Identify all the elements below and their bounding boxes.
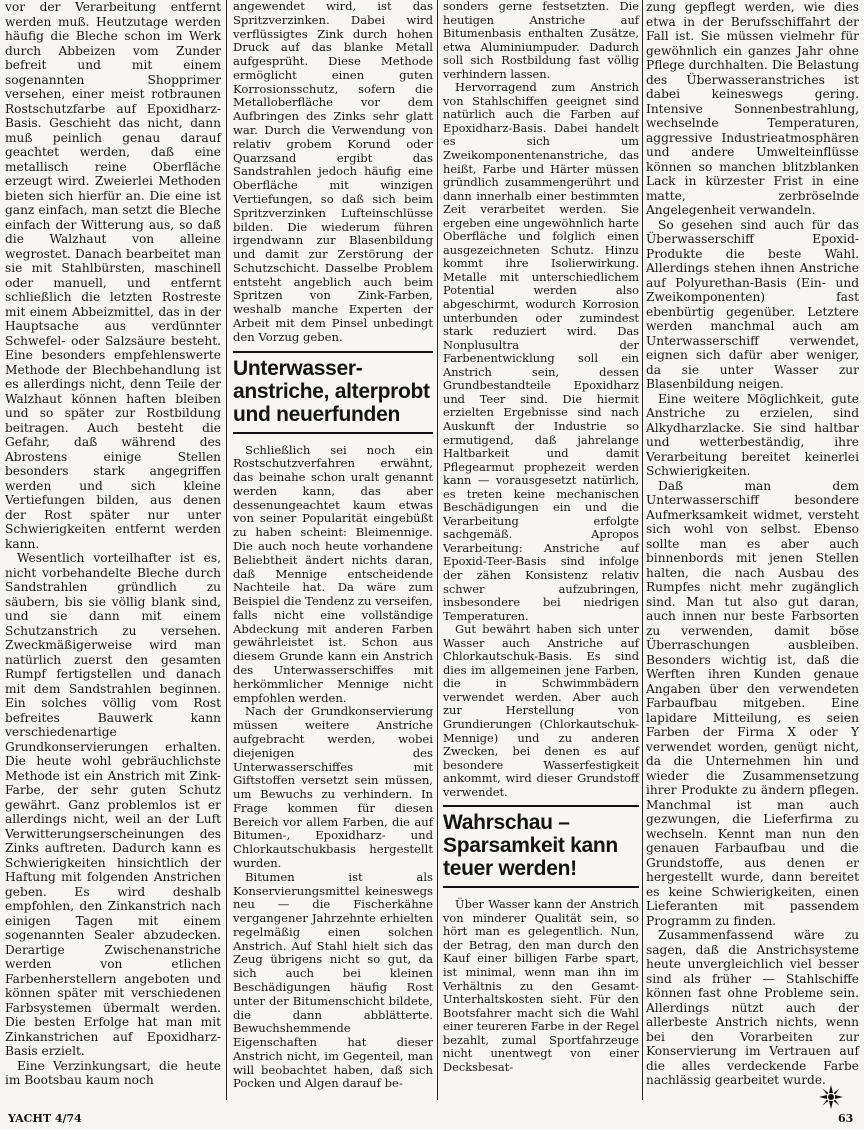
- paragraph: Schließlich sei noch ein Rostschutzverfahren erwähnt, das beinahe schon uralt genannt werden kann, das aber dessenungeachtet kaum etwas von seiner Popularität eingebüßt zu haben scheint: Bleimennige. Die auch noch heute vorhandene Beliebtheit ändert nichts daran, daß Mennige entscheidende Nachteile hat. Da wäre zum Beispiel die Tendenz zu verseifen, falls nicht eine vollständige Abdeckung mit anderen Farben gewährleistet ist. Schon aus diesem Grunde kann ein Anstrich des Unterwasserschiffes mit herkömmlicher Mennige nicht empfohlen werden.: [233, 442, 433, 705]
- subheading-box: [443, 805, 639, 888]
- article-column-3: [443, 0, 639, 1074]
- column-rule-2: [437, 0, 438, 1100]
- paragraph: Gut bewährt haben sich unter Wasser auch Anstriche auf Chlorkautschuk-Basis. Es sind dies im allgemeinen jene Farben, die in Schwimmbädern verwendet werden. Aber auch zur Herstellung von Grundierungen (Chlorkautschuk-Mennige) und zu anderen Zwecken, bei denen es auf besondere Wasserfestigkeit ankommt, wird dieser Grundstoff verwendet.: [443, 622, 639, 799]
- paragraph: So gesehen sind auch für das Überwasserschiff Epoxid-Produkte die beste Wahl. Allerdings stehen ihnen Anstriche auf Polyurethan-Basis (Ein- und Zweikomponenten) fast ebenbürtig gegenüber. Letztere werden manchmal auch am Unterwasserschiff verwendet, eignen sich dafür aber weniger, da sie unter Wasser zur Blasenbildung neigen.: [646, 217, 859, 391]
- article-column-4: [646, 0, 859, 1088]
- paragraph: vor der Verarbeitung entfernt werden muß. Heutzutage werden häufig die Bleche schon im Werk durch Abbeizen vom Zunder befreit und mit einem sogenannten Shopprimer versehen, einer meist rotbraunen Rostschutzfarbe auf Epoxidharz-Basis. Geschieht das nicht, dann muß peinlich genau darauf geachtet werden, daß eine metallisch reine Oberfläche erzeugt wird. Zweierlei Methoden bieten sich hierfür an. Die eine ist ganz einfach, man setzt die Bleche einfach der Witterung aus, so daß die Walzhaut von alleine wegrostet. Danach bearbeitet man sie mit Stahlbürsten, maschinell oder manuell, und entfernt schließlich die letzten Rostreste mit einem Abbeizmittel, das in der Hauptsache aus verdünnter Schwefel- oder Salzsäure besteht. Eine besonders empfehlenswerte Methode der Blechbehandlung ist es allerdings nicht, denn Teile der Walzhaut können haften bleiben und so später zur Rostbildung beitragen. Auch besteht die Gefahr, daß während des Abrostens einige Stellen besonders stark angegriffen werden und sich kleine Vertiefungen bilden, aus denen der Rost später nur unter Schwierigkeiten entfernt werden kann.: [5, 0, 221, 551]
- paragraph: Eine weitere Möglichkeit, gute Anstriche zu erzielen, sind Alkydharzlacke. Sie sind haltbar und wetterbeständig, ihre Verarbeitung bereitet keinerlei Schwierigkeiten.: [646, 391, 859, 478]
- article-column-2: [233, 0, 433, 1091]
- paragraph: angewendet wird, ist das Spritzverzinken. Dabei wird verflüssigtes Zink durch hohen Druck auf das blanke Metall aufgesprüht. Diese Methode ermöglicht einen guten Korrosionsschutz, sofern die Metalloberfläche vor dem Aufbringen des Zinks sehr glatt war. Durch die Verwendung von relativ grobem Korund oder Quarzsand ergibt das Sandstrahlen jedoch häufig eine Oberfläche mit winzigen Vertiefungen, so daß sich beim Spritzverzinken Lufteinschlüsse bilden. Die wiederum führen irgendwann zur Blasenbildung und damit zur Zerstörung der Schutzschicht. Dasselbe Problem entsteht angeblich auch beim Spritzen von Zink-Farben, weshalb manche Experten der Arbeit mit dem Pinsel unbedingt den Vorzug geben.: [233, 0, 433, 344]
- paragraph: sonders gerne festsetzten. Die heutigen Anstriche auf Bitumenbasis enthalten Zusätze, etwa Aluminiumpuder. Dadurch soll sich Rostbildung fast völlig verhindern lassen.: [443, 0, 639, 81]
- paragraph: Wesentlich vorteilhafter ist es, nicht vorbehandelte Bleche durch Sandstrahlen gründlich zu säubern, bis sie völlig blank sind, und sie dann mit einem Schutzanstrich zu versehen. Zweckmäßigerweise wird man natürlich zuerst den gesamten Rumpf fertigstellen und danach mit dem Sandstrahlen beginnen. Ein solches völlig vom Rost befreites Bauwerk kann verschiedenartige Grundkonservierungen erhalten. Die heute wohl gebräuchlichste Methode ist ein Anstrich mit Zink-Farbe, der sehr guten Schutz gewährt. Ganz problemlos ist er allerdings nicht, weil an der Luft Verwitterungserscheinungen des Zinks auftreten. Dadurch kann es Schwierigkeiten hinsichtlich der Haftung mit folgenden Anstrichen geben. Es wird deshalb empfohlen, den Zinkanstrich nach einigen Tagen mit einem sogenannten Sealer abzudecken. Derartige Zwischenanstriche werden von etlichen Farbenherstellern angeboten und können später mit verschiedenen Farbsystemen übermalt werden. Die besten Erfolge hat man mit Zinkanstrichen auf Epoxidharz-Basis erzielt.: [5, 551, 221, 1058]
- subheading-underwater-coatings: Unterwasseranstriche, alterprobt und neuerfunden: [233, 356, 430, 426]
- end-mark-logo-icon: [818, 1084, 844, 1110]
- magazine-issue: YACHT 4/74: [8, 1112, 82, 1125]
- subheading-warning-thrift: Wahrschau – Sparsamkeit kann teuer werden!: [443, 811, 618, 881]
- paragraph: zung gepflegt werden, wie dies etwa in der Berufsschiffahrt der Fall ist. Sie müssen vielmehr für gewöhnlich ein ganzes Jahr ohne Pflege durchhalten. Die Belastung des Überwasseranstriches ist dabei keineswegs gering. Intensive Sonnenbestrahlung, wechselnde Temperaturen, aggressive Industrieatmosphären und andere Umwelteinflüsse können so manchen blitzblanken Lack in kürzester Frist in eine matte, zerbröselnde Angelegenheit verwandeln.: [646, 0, 859, 217]
- article-column-1: [5, 0, 221, 1088]
- paragraph: Bitumen ist als Konservierungsmittel keineswegs neu — die Fischerkähne vergangener Jahrzehnte erhielten regelmäßig einen solchen Anstrich. Auf Stahl hielt sich das Zeug übrigens nicht so gut, da sich auch bei kleinen Beschädigungen häufig Rost unter der Bitumenschicht bildete, die dann abblätterte. Bewuchshemmende Eigenschaften hat dieser Anstrich nicht, im Gegenteil, man will beobachtet haben, daß sich Pocken und Algen darauf be-: [233, 869, 433, 1091]
- paragraph: Zusammenfassend wäre zu sagen, daß die Anstrichsysteme heute unvergleichlich viel besser sind als früher — Stahlschiffe können fast ohne Probleme sein. Allerdings nützt auch der allerbeste Anstrich nichts, wenn bei den Vorarbeiten zur Konservierung im Vertrauen auf die alles verdeckende Farbe nachlässig gearbeitet wurde.: [646, 928, 859, 1087]
- paragraph: Über Wasser kann der Anstrich von minderer Qualität sein, so hört man es gelegentlich. Nun, der Betrag, den man durch den Kauf einer billigen Farbe spart, ist minimal, wenn man ihn im Verhältnis zu den Gesamt-Unterhaltskosten sieht. Für den Bootsfahrer macht sich die Wahl einer teureren Farbe in der Regel bezahlt, zumal Sportfahrzeuge nicht unentwegt von einer Decksbesat-: [443, 897, 639, 1074]
- subheading-box: [233, 351, 433, 434]
- paragraph: Daß man dem Unterwasserschiff besondere Aufmerksamkeit widmet, versteht sich wohl von selbst. Ebenso sollte man es aber auch binnenbords mit jenen Stellen halten, die nach Ausbau des Rumpfes nicht mehr zugänglich sind. Man tut also gut daran, auch innen nur beste Farbsorten zu verwenden, damit böse Überraschungen ausbleiben. Besonders wichtig ist, daß die Werften ihren Kunden genaue Angaben über den verwendeten Farbaufbau mitgeben. Eine lapidare Mitteilung, es seien Farben der Firma X oder Y verwendet worden, genügt nicht, da die Unternehmen hin und wieder die Zusammensetzung ihrer Produkte zu ändern pflegen. Manchmal ist man auch gezwungen, die Lieferfirma zu wechseln. Kennt man nun den genauen Farbaufbau und die Grundstoffe, aus denen er hergestellt wurde, dann bereitet es keine Schwierigkeiten, einen Lieferanten mit passendem Programm zu finden.: [646, 478, 859, 928]
- paragraph: Eine Verzinkungsart, die heute im Bootsbau kaum noch: [5, 1058, 221, 1087]
- column-rule-3: [642, 0, 643, 1100]
- paragraph: Hervorragend zum Anstrich von Stahlschiffen geeignet sind natürlich auch die Farben auf Epoxidharz-Basis. Dabei handelt es sich um Zweikomponentenanstriche, das heißt, Farbe und Härter müssen gründlich zusammengerührt und dann innerhalb einer bestimmten Zeit verarbeitet werden. Sie ergeben eine ungewöhnlich harte Oberfläche und folglich einen ausgezeichneten Schutz. Hinzu kommt ihre Isolierwirkung. Metalle mit unterschiedlichem Potential werden also abgeschirmt, wodurch Korrosion unterbunden oder zumindest stark reduziert wird. Das Nonplusultra der Farbenentwicklung soll ein Anstrich sein, dessen Grundbestandteile Epoxidharz und Teer sind. Die hiermit erzielten Ergebnisse sind nach Auskunft der Industrie so ermutigend, daß jahrelange Haltbarkeit und damit Pflegearmut prophezeit werden kann — vorausgesetzt natürlich, es treten keine mechanischen Beschädigungen ein und die Verarbeitung erfolgte sachgemäß. Apropos Verarbeitung: Anstriche auf Epoxid-Teer-Basis sind infolge der zähen Konsistenz relativ schwer aufzubringen, insbesondere bei niedrigen Temperaturen.: [443, 80, 639, 623]
- page-number: 63: [838, 1112, 854, 1125]
- column-rule-1: [226, 0, 227, 1100]
- paragraph: Nach der Grundkonservierung müssen weitere Anstriche aufgebracht werden, wobei diejenigen des Unterwasserschiffes mit Giftstoffen versetzt sein müssen, um Bewuchs zu verhindern. In Frage kommen für diesen Bereich vor allem Farben, die auf Bitumen-, Epoxidharz- und Chlorkautschukbasis hergestellt wurden.: [233, 704, 433, 870]
